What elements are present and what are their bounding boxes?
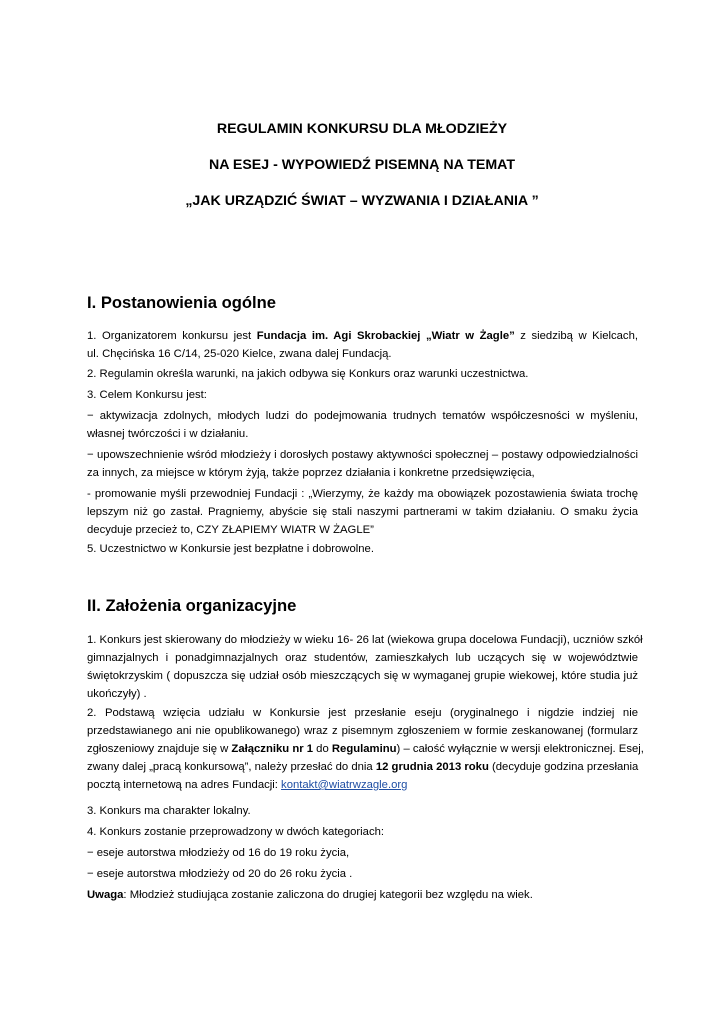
title-line-2: NA ESEJ - WYPOWIEDŹ PISEMNĄ NA TEMAT	[208, 157, 516, 173]
email-link[interactable]: kontakt@wiatrwzagle.org	[281, 779, 408, 791]
goal-item-1-cont: własnej twórczości i w działaniu.	[87, 428, 249, 440]
goal-item-3: - promowanie myśli przewodniej Fundacji : „Wierzymy, że każdy ma obowiązek pozostawienia świata trochę	[87, 488, 638, 500]
section-2-paragraph-1-cont-2: świętokrzyskim ( dopuszcza się udział osób mieszczących się w wymaganej grupie wiekowej, które studia już	[87, 670, 638, 682]
section-2-paragraph-1: 1. Konkurs jest skierowany do młodzieży w wieku 16- 26 lat (wiekowa grupa docelowa Fundacji), uczniów szkół	[87, 634, 643, 646]
section-2-paragraph-2-cont-3: zwany dalej „pracą konkursową”, należy przesłać do dnia 12 grudnia 2013 roku (decyduje godzina przesłania	[87, 761, 639, 773]
category-item-2: − eseje autorstwa młodzieży od 20 do 26 roku życia .	[87, 868, 353, 880]
goal-item-3-cont-2: decyduje przecież to, CZY ZŁAPIEMY WIATR W ŻAGLE”	[87, 524, 374, 536]
title-line-1: REGULAMIN KONKURSU DLA MŁODZIEŻY	[216, 121, 508, 137]
section-1-heading: I. Postanowienia ogólne	[87, 293, 277, 312]
goal-item-1: − aktywizacja zdolnych, młodych ludzi do podejmowania trudnych tematów współczesności w myśleniu,	[87, 410, 638, 422]
title-line-3: „JAK URZĄDZIĆ ŚWIAT – WYZWANIA I DZIAŁANIA ”	[185, 193, 539, 209]
section-1-paragraph-5: 5. Uczestnictwo w Konkursie jest bezpłatne i dobrowolne.	[87, 543, 374, 555]
section-1-paragraph-3: 3. Celem Konkursu jest:	[87, 389, 207, 401]
section-2-paragraph-2-cont-2: zgłoszeniowy znajduje się w Załączniku nr 1 do Regulaminu) – całość wyłącznie w wersji elektronicznej. Esej,	[87, 743, 644, 755]
section-2-paragraph-4: 4. Konkurs zostanie przeprowadzony w dwóch kategoriach:	[87, 826, 385, 838]
note-label: Uwaga	[87, 889, 124, 901]
section-2-paragraph-2: 2. Podstawą wzięcia udziału w Konkursie jest przesłanie eseju (oryginalnego i nigdzie indziej nie	[87, 707, 638, 719]
section-1-paragraph-1: 1. Organizatorem konkursu jest Fundacja im. Agi Skrobackiej „Wiatr w Żagle” z siedzibą w Kielcach,	[87, 330, 638, 342]
section-1-paragraph-1-cont: ul. Chęcińska 16 C/14, 25-020 Kielce, zwana dalej Fundacją.	[87, 348, 392, 360]
category-item-1: − eseje autorstwa młodzieży od 16 do 19 roku życia,	[87, 847, 350, 859]
goal-item-2-cont: za innych, za miejsce w którym żyją, także poprzez działania i konkretne przedsięwzięcia,	[87, 467, 535, 479]
section-2-paragraph-3: 3. Konkurs ma charakter lokalny.	[87, 805, 251, 817]
section-1-paragraph-2: 2. Regulamin określa warunki, na jakich odbywa się Konkurs oraz warunki uczestnictwa.	[87, 368, 529, 380]
section-2-heading: II. Założenia organizacyjne	[87, 596, 297, 615]
goal-item-3-cont-1: lepszym niż go zastał. Pragniemy, abyście się stali naszymi partnerami w takim działaniu. O smaku życia	[87, 506, 638, 518]
section-2-paragraph-2-cont-4: pocztą internetową na adres Fundacji: kontakt@wiatrwzagle.org	[87, 779, 408, 791]
section-2-paragraph-1-cont-3: ukończyły) .	[87, 688, 147, 700]
section-2-paragraph-2-cont-1: przedstawianego ani nie opublikowanego) wraz z pisemnym zgłoszeniem w formie zeskanowanej (formularz	[87, 725, 638, 737]
note-line: Uwaga: Młodzież studiująca zostanie zaliczona do drugiej kategorii bez względu na wiek.	[87, 889, 533, 901]
section-2-paragraph-1-cont-1: gimnazjalnych i ponadgimnazjalnych oraz studentów, zamieszkałych lub uczących się w województwie	[87, 652, 638, 664]
goal-item-2: − upowszechnienie wśród młodzieży i dorosłych postawy aktywności społecznej – postawy odpowiedzialności	[87, 449, 638, 461]
